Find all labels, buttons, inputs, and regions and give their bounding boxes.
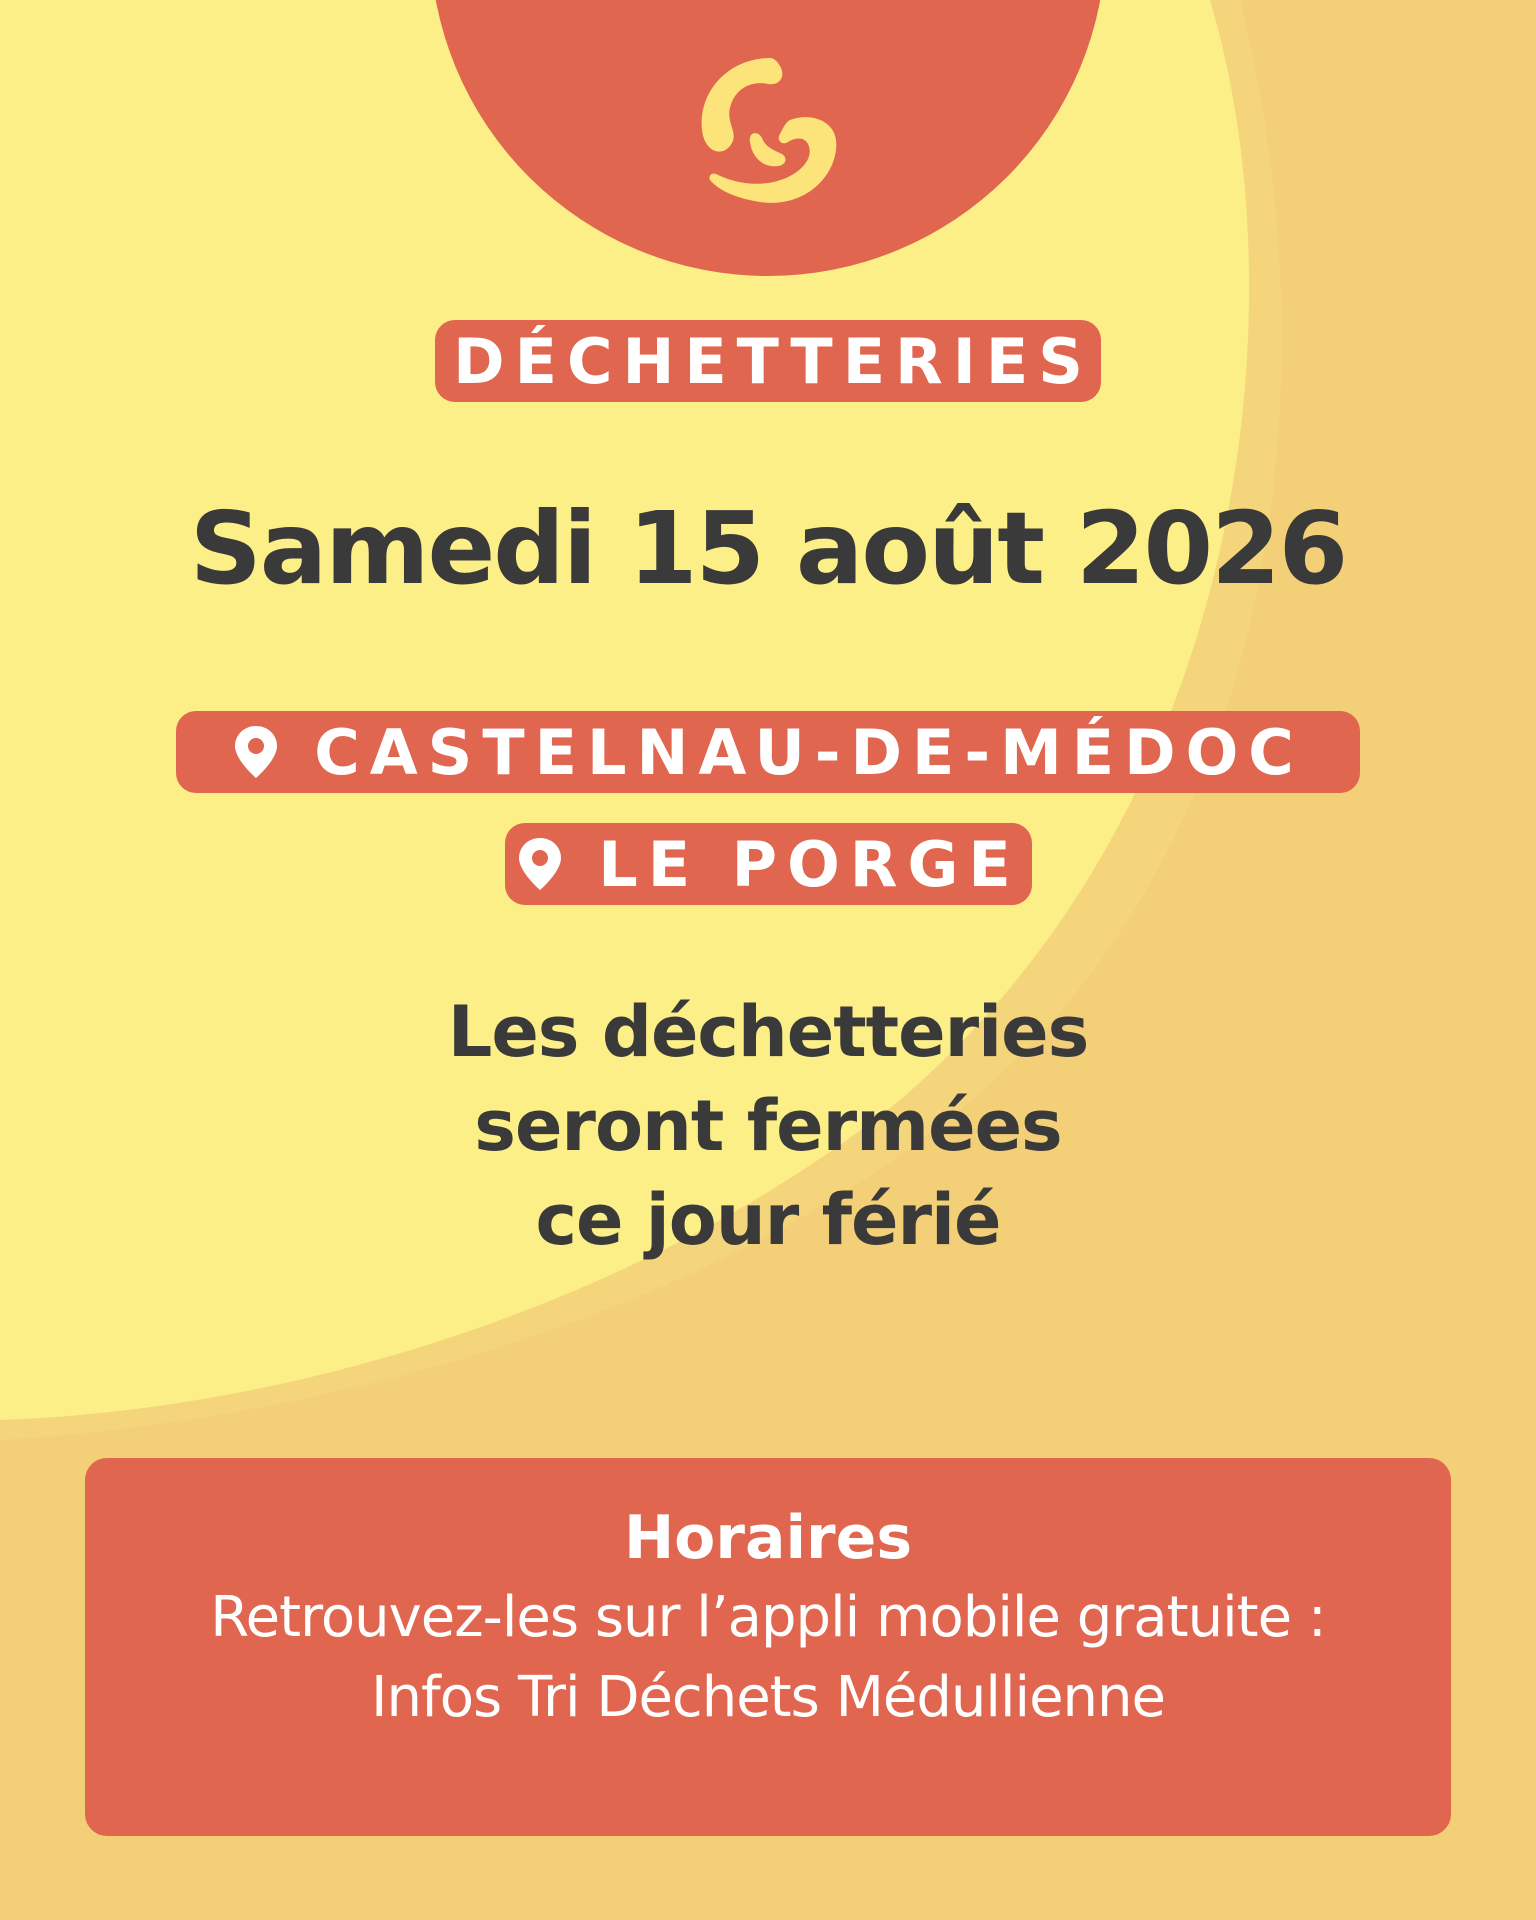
hours-info-box	[85, 1458, 1451, 1836]
location-label: LE PORGE	[598, 827, 1021, 901]
info-heading: Horaires	[623, 1503, 913, 1573]
location-badge-le-porge	[505, 823, 1032, 905]
message-line: seront fermées	[474, 1085, 1062, 1167]
swirl-logo-icon	[690, 50, 850, 220]
info-app-name: Infos Tri Déchets Médullienne	[371, 1665, 1165, 1730]
info-line: Retrouvez-les sur l’appli mobile gratuite :	[210, 1585, 1326, 1650]
location-label: CASTELNAU-DE-MÉDOC	[314, 715, 1304, 789]
location-pin-icon	[232, 724, 280, 780]
location-pin-icon	[516, 836, 564, 892]
category-badge	[435, 320, 1101, 402]
event-date-title: Samedi 15 août 2026	[189, 490, 1347, 607]
message-line: Les déchetteries	[447, 991, 1089, 1073]
message-line: ce jour férié	[535, 1179, 1001, 1261]
closure-message	[0, 985, 1536, 1267]
category-label: DÉCHETTERIES	[453, 324, 1093, 398]
location-badge-castelnau	[176, 711, 1360, 793]
